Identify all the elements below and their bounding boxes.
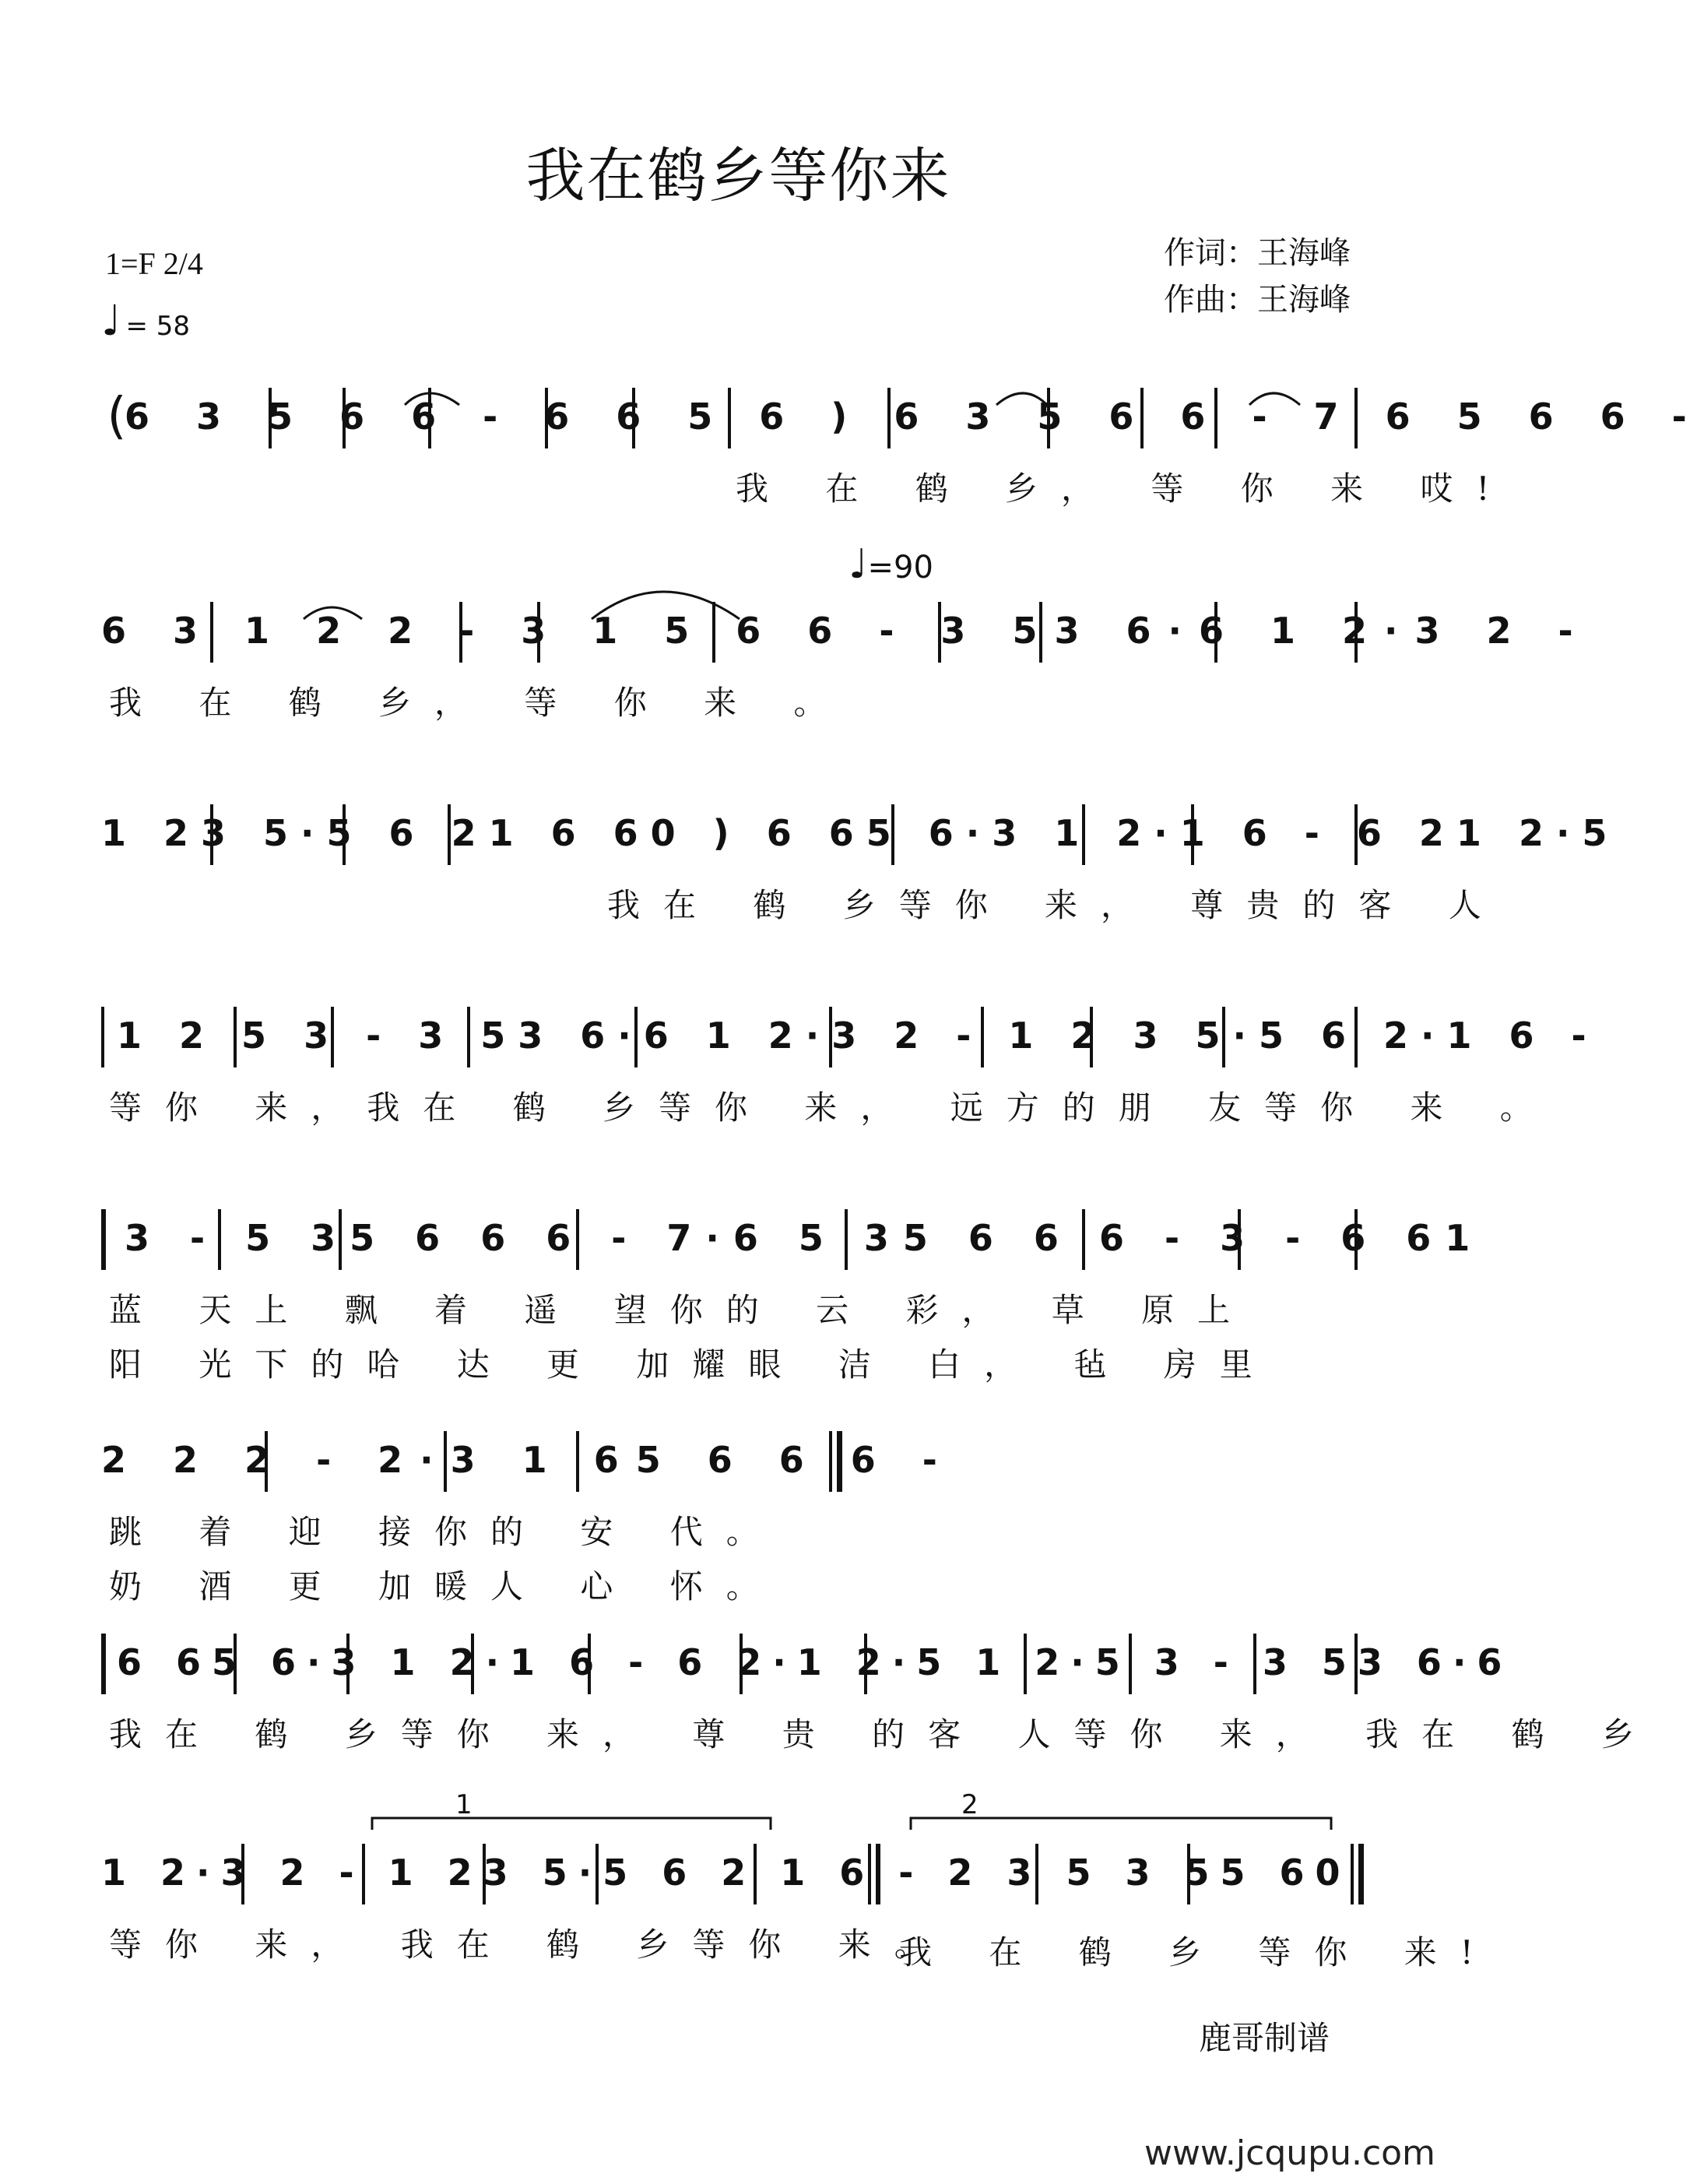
arranger-credit: 鹿哥制谱 (1199, 2019, 1330, 2057)
notes-row: 6 3 5 6 6 - 6 6 5 6 ) 6 3 5 6 6 - 7 6 5 6 6 - (125, 396, 1704, 438)
notes-row: 6 65 6·3 1 2·1 6 - 6 2·1 2·5 1 2·5 3 - 3 53 6·6 (117, 1641, 1513, 1683)
score-system-6 (101, 1425, 954, 1627)
score-system-5 (101, 1203, 1484, 1405)
volta-2-label: 2 (961, 1789, 978, 1820)
notes-row: 1 2·3 2 - 1 23 5·5 6 2 1 6 - 2 3 5 3 55 60 (101, 1852, 1351, 1894)
lyricist: 作词：王海峰 (1164, 235, 1351, 271)
composer: 作曲：王海峰 (1164, 282, 1351, 318)
lyrics-line: 我在 鹤 乡等你 来， 尊贵的客 人 (607, 886, 1505, 924)
lyrics-line-volta-2: 我 在 鹤 乡 等你 来! (899, 1933, 1497, 1971)
lyrics-line: 等你 来，我在 鹤 乡等你 来， 远方的朋 友等你 来 。 (109, 1088, 1556, 1127)
credits (1164, 230, 1351, 323)
lyrics-line-verse-2: 奶 酒 更 加暖人 心 怀。 (109, 1567, 782, 1605)
score-system-8 (101, 1789, 1497, 2040)
score-system-2 (101, 541, 1590, 798)
notes-row: 6 3 1 2 2 - 3 1 5 6 6 - 3 53 6·6 1 2·3 2 - (101, 610, 1590, 652)
quarter-note-icon: ♩ (101, 296, 121, 345)
lyrics-line-volta-1: 等你 来， 我在 鹤 乡等你 来。 (109, 1926, 950, 1964)
notes-row: 1 23 5·5 6 21 6 60 ) 6 65 6·3 1 2·1 6 - 6 21 2·5 (101, 812, 1620, 854)
key-signature: 1=F 2/4 (105, 246, 203, 281)
lyrics-line: 我在 鹤 乡等你 来， 尊 贵 的客 人等你 来， 我在 鹤 乡 (109, 1715, 1657, 1753)
page-title: 我在鹤乡等你来 (525, 141, 951, 210)
score-system-1 (101, 382, 1704, 584)
tempo-change: ♩=90 (848, 541, 933, 588)
lyrics-line: 我 在 鹤 乡， 等 你 来 哎! (736, 470, 1513, 508)
website-watermark: www.jcqupu.com (1144, 2133, 1435, 2173)
notes-row: 1 2 5 3 - 3 53 6·6 1 2·3 2 - 1 2 3 5·5 6 2·1 6 - (117, 1015, 1599, 1057)
lyrics-line-verse-2: 阳 光下的哈 达 更 加耀眼 洁 白， 毡 房里 (109, 1345, 1276, 1384)
slurs (101, 596, 1590, 689)
lyrics-line-verse-1: 蓝 天上 飘 着 遥 望你的 云 彩， 草 原上 (109, 1291, 1254, 1329)
volta-1-label: 1 (455, 1789, 473, 1820)
lyrics-line-verse-1: 跳 着 迎 接你的 安 代。 (109, 1513, 782, 1551)
score-system-3 (101, 798, 1620, 1001)
notes-row: 2 2 2 - 2·3 1 65 6 6 6 - (101, 1439, 954, 1481)
tempo-marking (101, 296, 191, 345)
tempo-value: = 58 (125, 311, 191, 342)
score-system-4 (101, 1001, 1599, 1203)
staff-line: ( (101, 382, 1374, 452)
slurs (101, 382, 1704, 475)
notes-row: 3 - 5 35 6 6 6 - 7·6 5 35 6 6 6 - 3 - 6 61 (125, 1217, 1484, 1259)
quarter-note-icon: ♩ (848, 541, 868, 588)
lyrics-line: 我 在 鹤 乡， 等 你 来 。 (109, 684, 850, 722)
